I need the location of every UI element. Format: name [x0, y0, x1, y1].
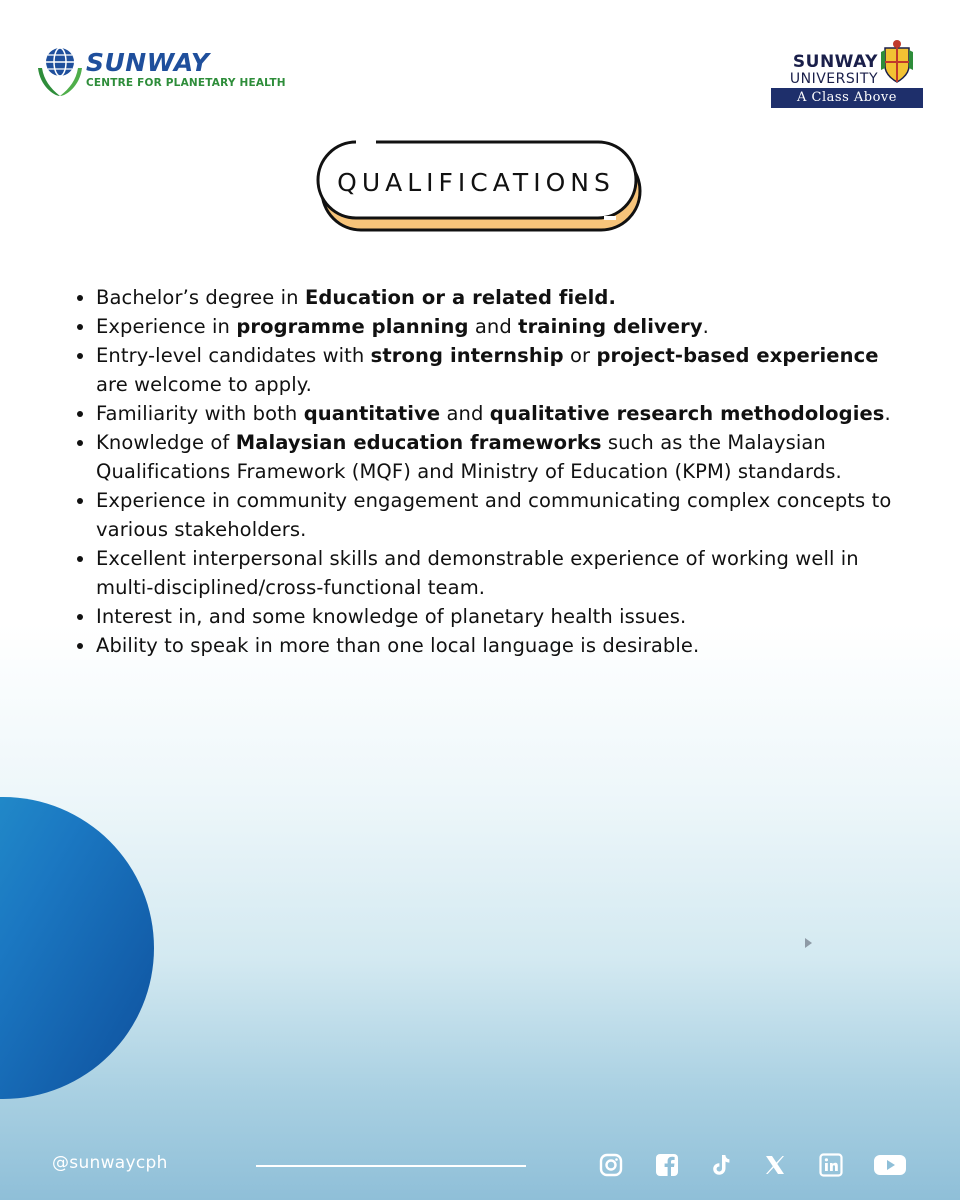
sunway-cph-logo: [36, 44, 286, 100]
qualification-text: .: [702, 315, 709, 338]
x-icon[interactable]: [760, 1150, 790, 1180]
youtube-icon[interactable]: [872, 1150, 908, 1180]
footer-divider: [256, 1165, 526, 1167]
qualification-text: Knowledge of: [96, 431, 236, 454]
qualification-text: Experience in community engagement and communicating complex concepts to various stakeholders.: [96, 489, 892, 541]
qualification-text: or: [563, 344, 597, 367]
title-badge: [316, 138, 644, 234]
qualification-emphasis: project-based experience: [596, 344, 879, 367]
qualification-text: such as the Malaysian Qualifications Framework (MQF) and Ministry of Education (KPM) standards.: [96, 431, 842, 483]
qualification-text: are welcome to apply.: [96, 373, 312, 396]
qualification-item: [75, 283, 895, 312]
qualification-text: Experience in: [96, 315, 237, 338]
qualification-item: [75, 486, 895, 544]
qualification-item: [75, 341, 895, 399]
qualification-item: [75, 631, 895, 660]
globe-leaf-icon: [36, 44, 84, 98]
qualifications-list: [75, 283, 895, 660]
instagram-icon[interactable]: [596, 1150, 626, 1180]
qualification-text: Excellent interpersonal skills and demonstrable experience of working well in multi-disciplined/cross-functional team.: [96, 547, 859, 599]
qualification-text: and: [440, 402, 490, 425]
facebook-icon[interactable]: [652, 1150, 682, 1180]
sunway-university-logo: [770, 38, 925, 110]
qualification-item: [75, 312, 895, 341]
cph-brand-name: SUNWAY: [86, 48, 210, 77]
qualification-emphasis: qualitative research methodologies: [489, 402, 885, 425]
qualification-item: [75, 399, 895, 428]
qualification-item: [75, 602, 895, 631]
qualification-emphasis: programme planning: [236, 315, 469, 338]
qualification-emphasis: Education or a related field.: [304, 286, 616, 309]
linkedin-icon[interactable]: [816, 1150, 846, 1180]
social-handle: @sunwaycph: [52, 1153, 168, 1173]
qualification-text: Ability to speak in more than one local language is desirable.: [96, 634, 700, 657]
qualification-emphasis: quantitative: [303, 402, 441, 425]
qualification-emphasis: training delivery: [518, 315, 703, 338]
qualification-text: and: [468, 315, 519, 338]
university-name: SUNWAY: [792, 52, 878, 72]
qualification-item: [75, 428, 895, 486]
qualification-text: Interest in, and some knowledge of planetary health issues.: [96, 605, 687, 628]
crest-icon: [879, 38, 915, 84]
qualification-text: .: [884, 402, 891, 425]
cph-brand-subtitle: CENTRE FOR PLANETARY HEALTH: [86, 77, 286, 89]
qualification-emphasis: Malaysian education frameworks: [235, 431, 602, 454]
qualification-emphasis: strong internship: [370, 344, 564, 367]
university-tagline: A Class Above: [771, 88, 923, 108]
next-slide-arrow-icon[interactable]: [802, 936, 818, 952]
page-title: QUALIFICATIONS: [337, 168, 615, 197]
decorative-circle: [0, 797, 154, 1099]
qualification-text: Bachelor’s degree in: [96, 286, 305, 309]
qualification-item: [75, 544, 895, 602]
university-word: UNIVERSITY: [789, 71, 878, 87]
tiktok-icon[interactable]: [706, 1150, 736, 1180]
qualification-text: Entry-level candidates with: [96, 344, 371, 367]
qualification-text: Familiarity with both: [96, 402, 304, 425]
